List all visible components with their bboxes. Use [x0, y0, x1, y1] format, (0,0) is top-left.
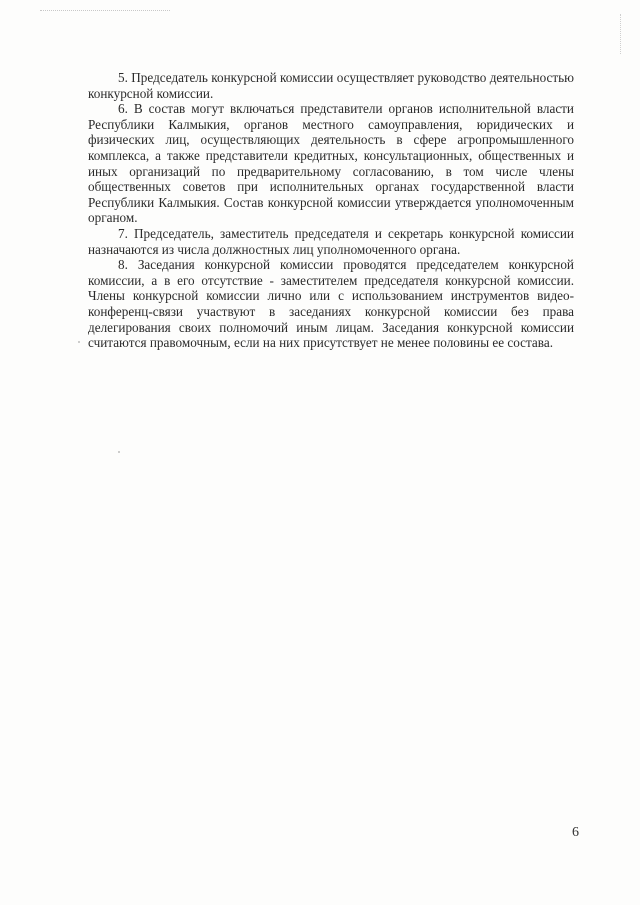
scan-artifact-top [40, 10, 170, 12]
page-number: 6 [572, 825, 579, 840]
paragraph-6: 6. В состав могут включаться представители органов исполнительной власти Республики Калмыкия, органов местного самоуправления, юридических и физических лиц, осуществляющих деятельность в сфере агропромышленного комплекса, а также представители кредитных, консультационных, общественных и иных организаций по предварительному согласованию, в том числе члены общественных советов при исполнительных органах государственной власти Республики Калмыкия. Состав конкурсной комиссии утверждается уполномоченным органом. [88, 101, 574, 226]
scan-speck [118, 451, 120, 453]
document-body [88, 70, 574, 351]
paragraph-5: 5. Председатель конкурсной комиссии осуществляет руководство деятельностью конкурсной комиссии. [88, 70, 574, 101]
scan-speck [78, 341, 80, 343]
scan-artifact-right [620, 14, 622, 54]
paragraph-7: 7. Председатель, заместитель председателя и секретарь конкурсной комиссии назначаются из числа должностных лиц уполномоченного органа. [88, 225, 574, 257]
paragraph-8: 8. Заседания конкурсной комиссии проводятся председателем конкурсной комиссии, а в его отсутствие - заместителем председателя конкурсной комиссии. Члены конкурсной комиссии лично или с использованием инструментов видео-конференц-связи участвуют в заседаниях конкурсной комиссии без права делегирования своих полномочий иным лицам. Заседания конкурсной комиссии считаются правомочным, если на них присутствует не менее половины ее состава. [88, 257, 574, 351]
